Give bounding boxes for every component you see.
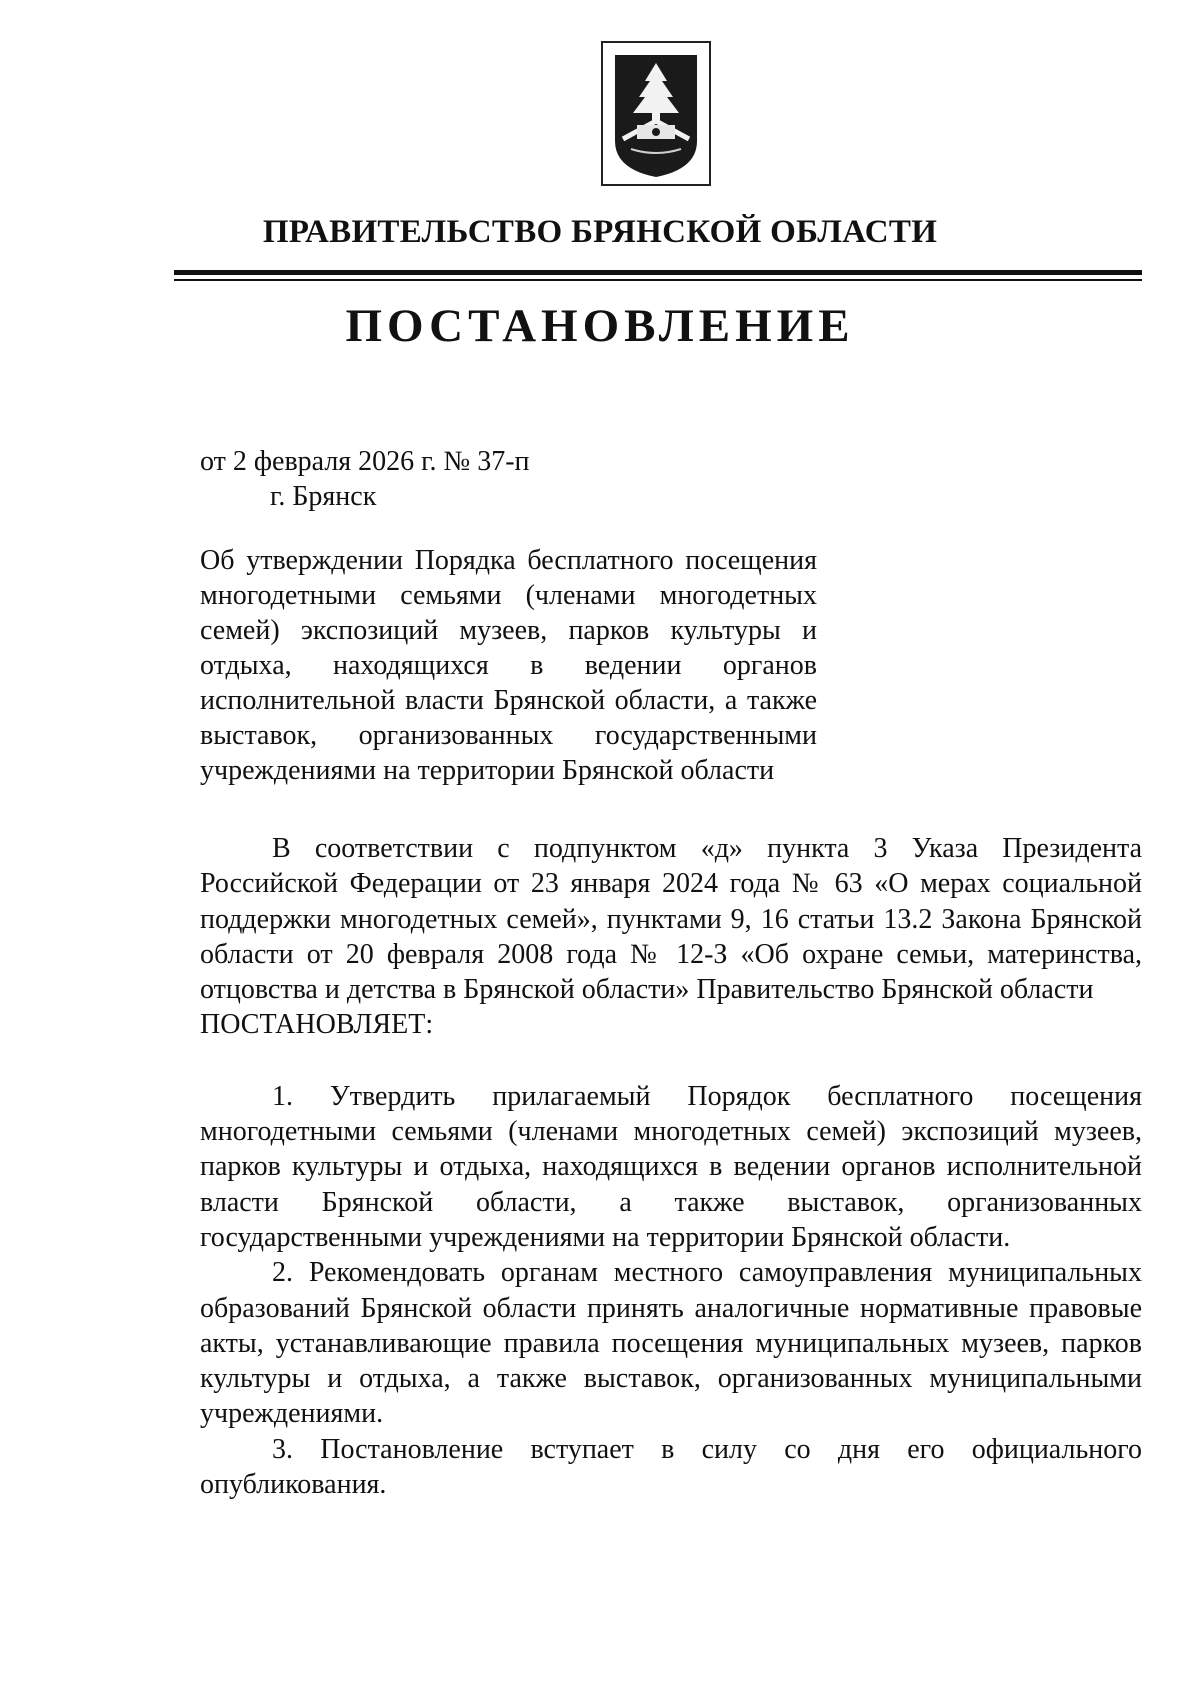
resolves-line: ПОСТАНОВЛЯЕТ: [200, 1009, 434, 1041]
document-body [200, 831, 1142, 1502]
header-rule-thick [174, 270, 1142, 275]
organization-title: ПРАВИТЕЛЬСТВО БРЯНСКОЙ ОБЛАСТИ [262, 214, 938, 250]
item-paragraph: 3. Постановление вступает в силу со дня его официального опубликования. [200, 1433, 1142, 1501]
coat-of-arms-icon [601, 41, 711, 186]
subject-title: Об утверждении Порядка бесплатного посещения многодетными семьями (членами многодетных семей) экспозиций музеев, парков культуры и отдыха, находящихся в ведении органов исполнительной власти Брянской области, а также выставок, организованных государственными учреждениями на территории Брянской области [200, 545, 817, 786]
city-line: г. Брянск [270, 481, 377, 512]
item-paragraph: 1. Утвердить прилагаемый Порядок бесплатного посещения многодетными семьями (членами многодетных семей) экспозиций музеев, парков культуры и отдыха, находящихся в ведении органов исполнительной власти Брянской области, а также выставок, организованных государственными учреждениями на территории Брянской области. [200, 1080, 1142, 1253]
item-paragraph: 2. Рекомендовать органам местного самоуправления муниципальных образований Брянской области принять аналогичные нормативные правовые акты, устанавливающие правила посещения муниципальных музеев, парков культуры и отдыха, а также выставок, организованных муниципальными учреждениями. [200, 1257, 1142, 1430]
header-rule-thin [174, 279, 1142, 281]
preamble-paragraph: В соответствии с подпунктом «д» пункта 3 Указа Президента Российской Федерации от 23 января 2024 года № 63 «О мерах социальной поддержки многодетных семей», пунктами 9, 16 статьи 13.2 Закона Брянской области от 20 февраля 2008 года № 12-З «Об охране семьи, материнства, отцовства и детства в Брянской области» Правительство Брянской области [200, 833, 1142, 1006]
date-number-line: от 2 февраля 2026 г. № 37-п [200, 446, 530, 477]
document-type-title: ПОСТАНОВЛЕНИЕ [345, 300, 855, 352]
